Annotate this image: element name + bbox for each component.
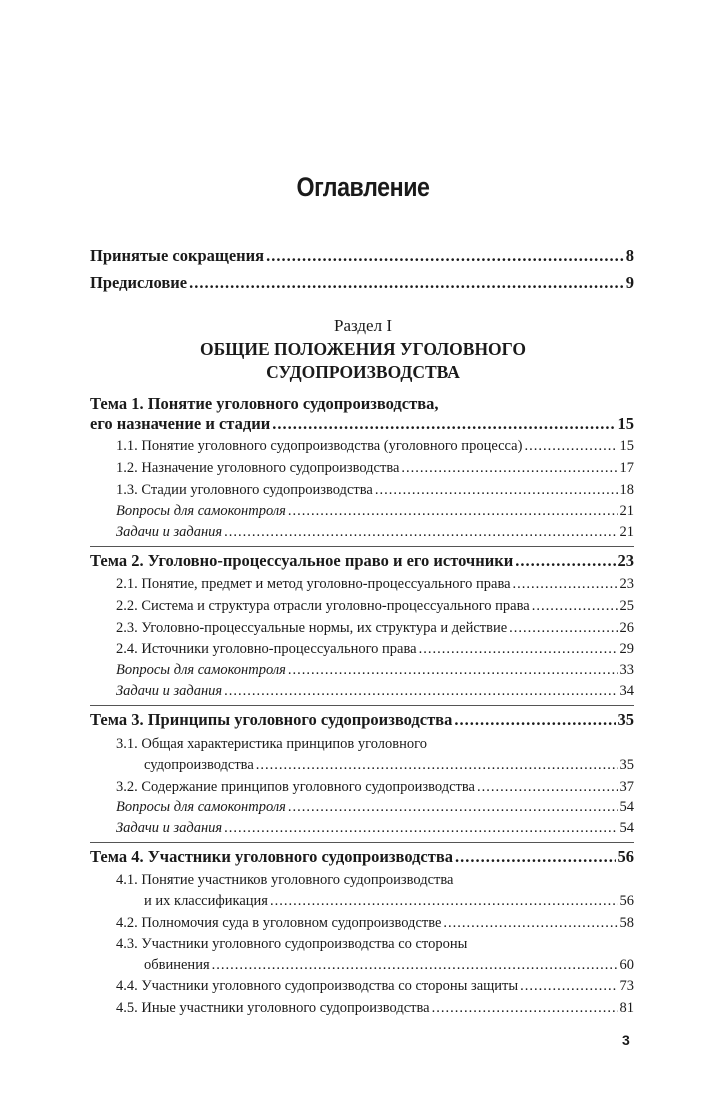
toc-subentry[interactable]: 1.2. Назначение уголовного судопроизводства ..... 17	[90, 460, 634, 477]
toc-subentry[interactable]: 1.3. Стадии уголовного судопроизводства ..... 18	[90, 482, 634, 499]
toc-entry-abbreviations[interactable]	[90, 246, 634, 266]
topic-4-entry[interactable]	[90, 847, 634, 867]
toc-entry-page: 9	[625, 273, 634, 292]
toc-subentry-line1[interactable]: 3.1. Общая характеристика принципов уголовного	[116, 736, 427, 752]
toc-entry-page: 15	[617, 414, 634, 433]
toc-subentry-line1[interactable]: 4.3. Участники уголовного судопроизводства со стороны	[116, 936, 468, 952]
section-label: Раздел I	[334, 316, 392, 335]
toc-subentry[interactable]: 4.2. Полномочия суда в уголовном судопроизводстве ..... 58	[90, 915, 634, 932]
toc-subentry-self-check[interactable]: Вопросы для самоконтроля ..... 33	[90, 662, 634, 679]
toc-subentry[interactable]: обвинения ..... 60	[90, 957, 634, 974]
page-number: 3	[622, 1032, 630, 1048]
toc-subentry[interactable]: 2.1. Понятие, предмет и метод уголовно-процессуального права ..... 23	[90, 576, 634, 593]
toc-entry-page: 8	[625, 246, 634, 265]
topic-divider	[90, 842, 634, 843]
topic-3-entry[interactable]	[90, 710, 634, 730]
toc-subentry[interactable]: 4.4. Участники уголовного судопроизводства со стороны защиты ..... 73	[90, 978, 634, 995]
toc-subentry-tasks[interactable]: Задачи и задания ..... 21	[90, 524, 634, 541]
page-title: Оглавление	[296, 172, 430, 202]
toc-subentry[interactable]: и их классификация ..... 56	[90, 893, 634, 910]
toc-entry-title: Тема 4. Участники уголовного судопроизводства	[90, 847, 454, 866]
section-title-line1: ОБЩИЕ ПОЛОЖЕНИЯ УГОЛОВНОГО	[200, 339, 526, 359]
topic-2-entry[interactable]	[90, 551, 634, 571]
toc-entry-page: 35	[617, 710, 634, 729]
toc-subentry[interactable]: 2.3. Уголовно-процессуальные нормы, их структура и действие ..... 26	[90, 620, 634, 637]
toc-entry-title: Тема 3. Принципы уголовного судопроизводства	[90, 710, 453, 729]
toc-entry-title: Тема 2. Уголовно-процессуальное право и его источники	[90, 551, 514, 570]
toc-subentry-tasks[interactable]: Задачи и задания ..... 54	[90, 820, 634, 837]
toc-subentry-self-check[interactable]: Вопросы для самоконтроля ..... 21	[90, 503, 634, 520]
toc-entry-page: 56	[617, 847, 634, 866]
toc-subentry[interactable]: 2.4. Источники уголовно-процессуального права ..... 29	[90, 641, 634, 658]
toc-subentry[interactable]: 4.5. Иные участники уголовного судопроизводства ..... 81	[90, 1000, 634, 1017]
toc-entry-title: Предисловие	[90, 273, 188, 292]
toc-subentry-line1[interactable]: 4.1. Понятие участников уголовного судопроизводства	[116, 872, 454, 888]
toc-entry-preface[interactable]	[90, 273, 634, 293]
toc-subentry[interactable]: 1.1. Понятие уголовного судопроизводства (уголовного процесса) ..... 15	[90, 438, 634, 455]
toc-subentry[interactable]: судопроизводства ..... 35	[90, 757, 634, 774]
section-title-line2: СУДОПРОИЗВОДСТВА	[266, 362, 460, 382]
toc-entry-title: его назначение и стадии	[90, 414, 271, 433]
topic-divider	[90, 705, 634, 706]
toc-subentry[interactable]: 3.2. Содержание принципов уголовного судопроизводства ..... 37	[90, 779, 634, 796]
toc-entry-page: 23	[617, 551, 634, 570]
toc-subentry-tasks[interactable]: Задачи и задания ..... 34	[90, 683, 634, 700]
toc-subentry-self-check[interactable]: Вопросы для самоконтроля ..... 54	[90, 799, 634, 816]
toc-entry-title: Принятые сокращения	[90, 246, 265, 265]
topic-1-entry[interactable]	[90, 414, 634, 434]
topic-divider	[90, 546, 634, 547]
toc-subentry[interactable]: 2.2. Система и структура отрасли уголовно-процессуального права ..... 25	[90, 598, 634, 615]
topic-1-title-line1[interactable]: Тема 1. Понятие уголовного судопроизводства,	[90, 394, 439, 413]
